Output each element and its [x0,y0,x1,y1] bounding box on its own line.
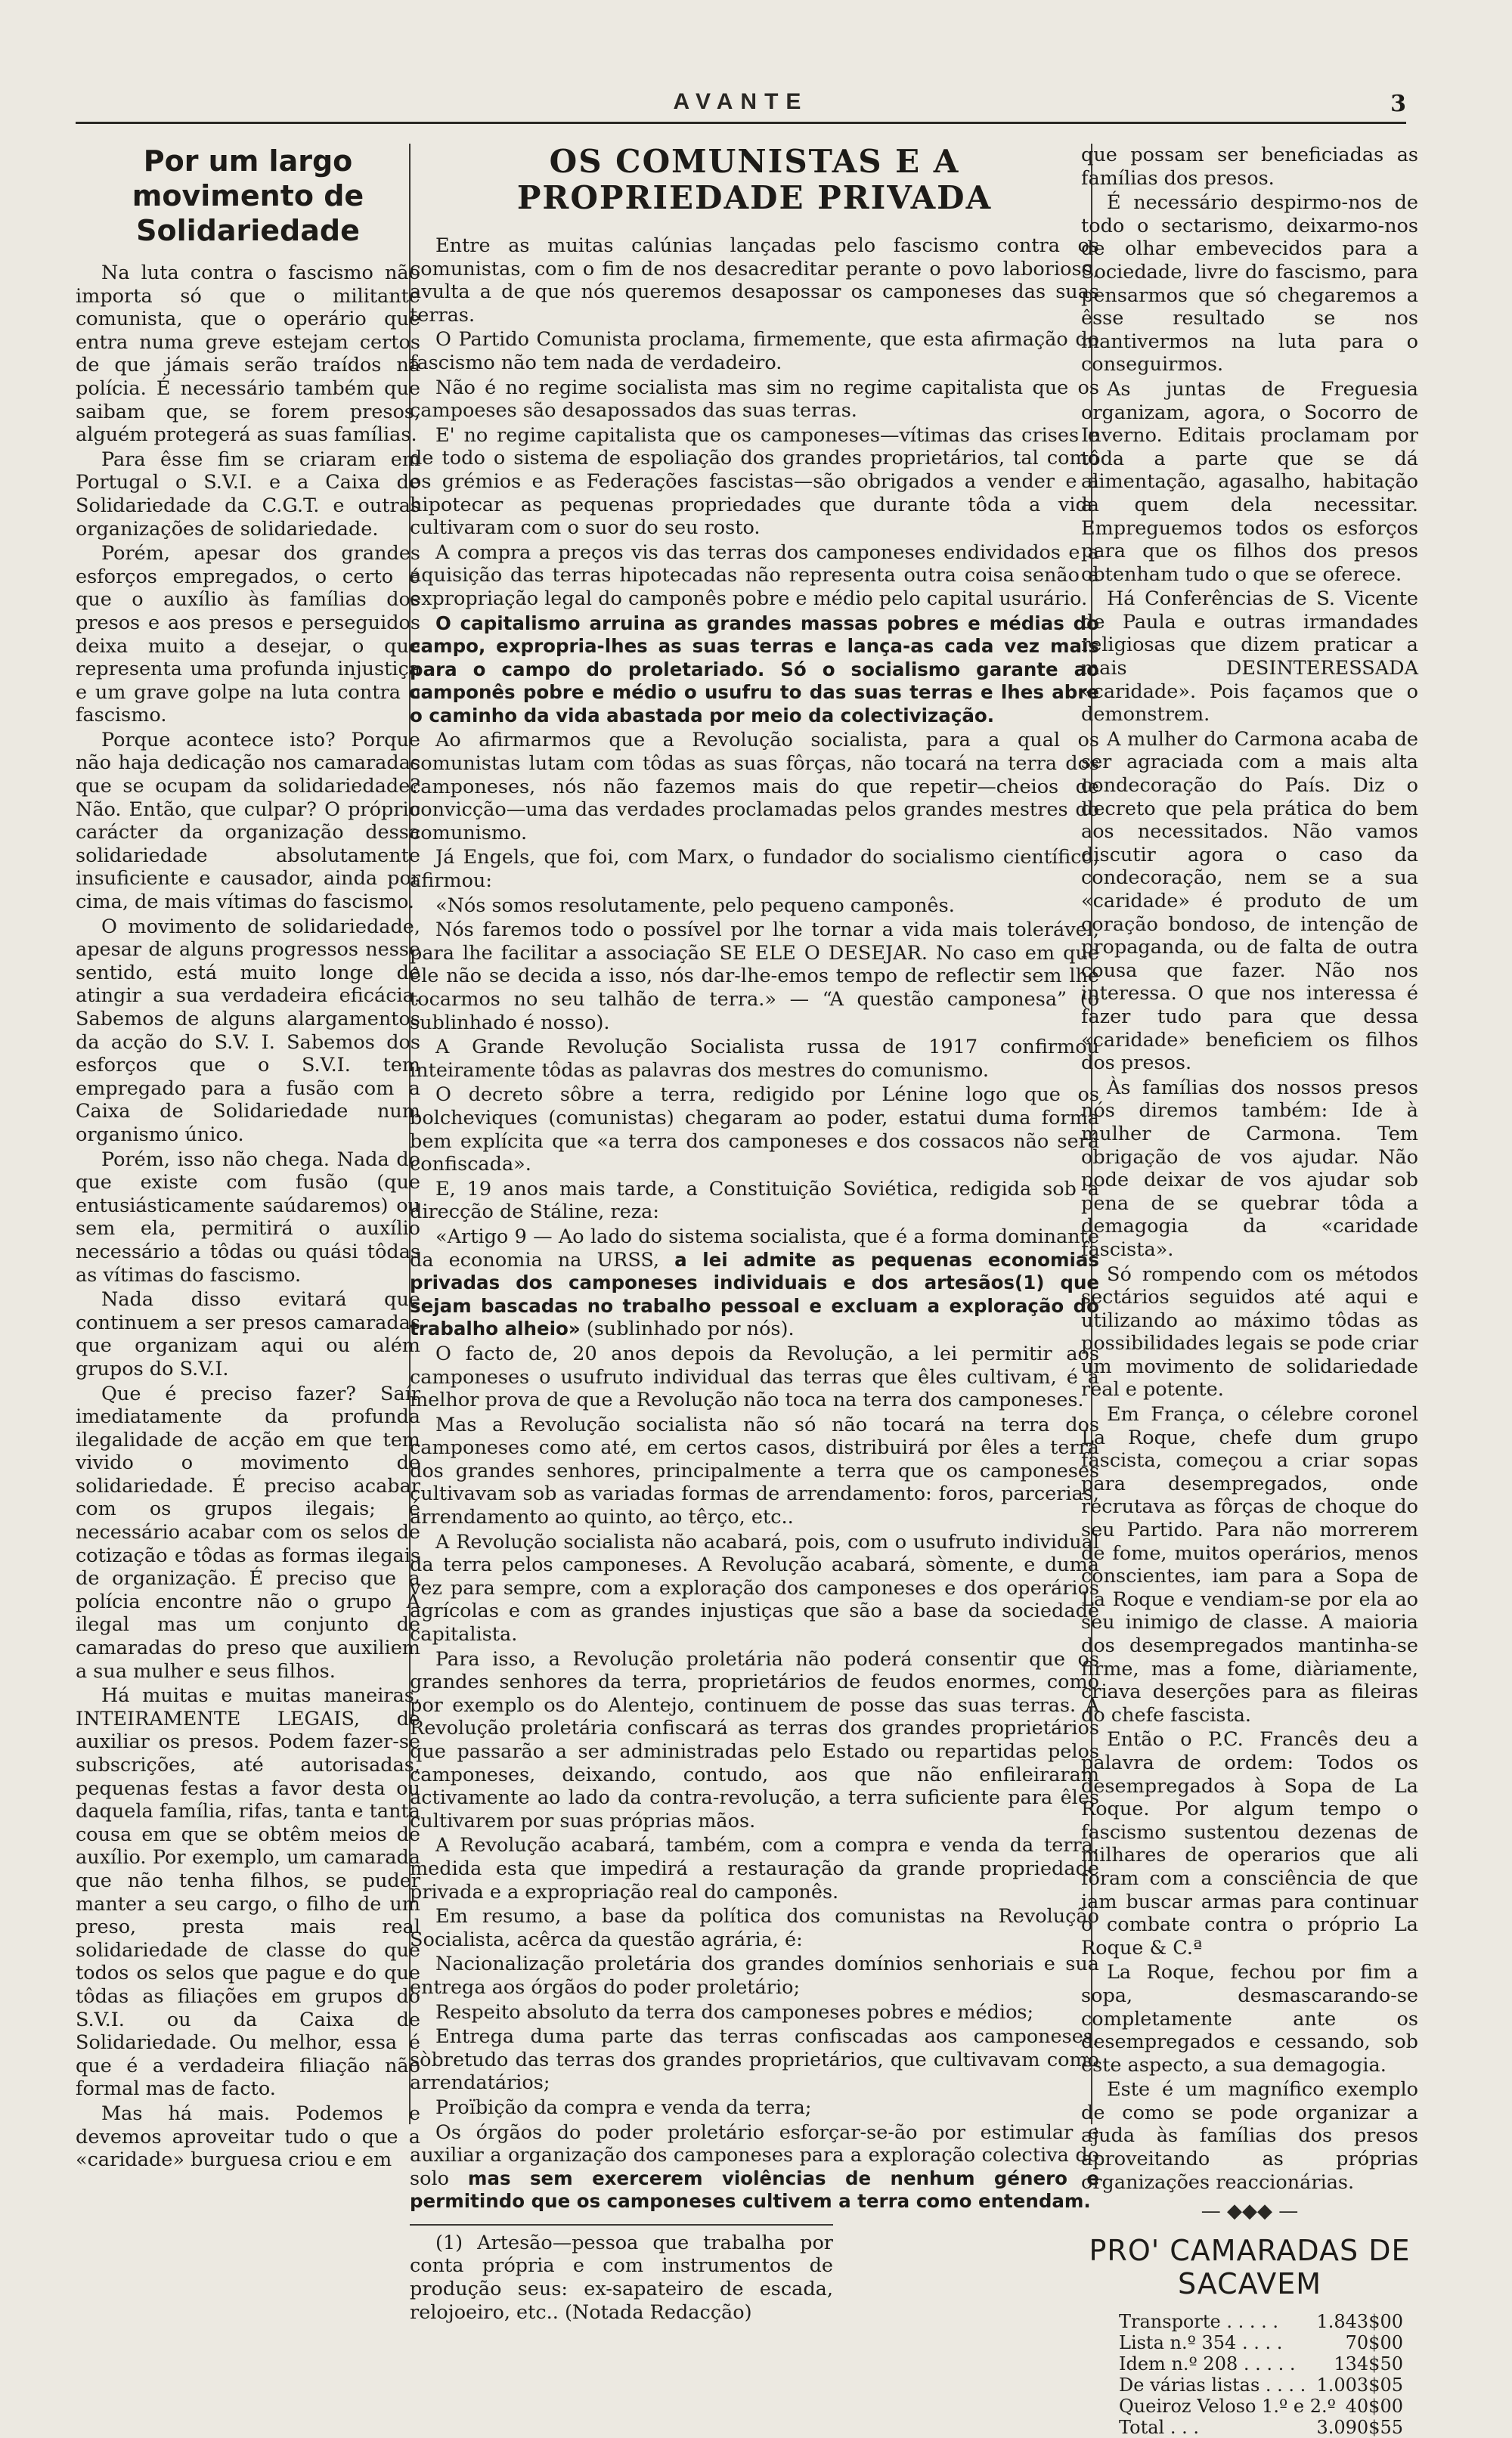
left-headline: Por um largo movimento de Solidariedade [132,144,364,247]
right-column [1081,144,1418,2438]
center-paragraph: «Nós somos resolutamente, pelo pequeno camponês. [435,894,955,917]
list-item [1081,2396,1418,2417]
right-paragraph: Às famílias dos nossos presos nós diremos também: Ide à mulher de Carmona. Tem obrigação de vos ajudar. Não pode deixar de vos ajudar sob pena de se quebrar tôda a demagogia da «caridade fascista». [1081,1076,1418,1261]
list-item-value: 70$00 [1345,2331,1403,2353]
page-number: 3 [1390,91,1406,117]
list-item-label: Queiroz Veloso 1.º e 2.º [1119,2395,1336,2417]
center-headline: OS COMUNISTAS E A PROPRIEDADE PRIVADA [516,143,993,216]
left-paragraph: Porque acontece isto? Porque não haja dedicação nos camaradas que se ocupam da solidariedade? Não. Então, que culpar? O próprio carácter da organização dessa solidariedade absolutamente insuficiente e causador, ainda por cima, de mais vítimas do fascismo. [76,728,420,914]
list-item [1081,2374,1418,2396]
list-item-label: Idem n.º 208 . . . . . [1119,2353,1296,2374]
left-paragraph: Nada disso evitará que continuem a ser presos camaradas que organizam aqui ou além grupos do S.V.I. [76,1288,420,1380]
center-paragraph: A Revolução acabará, também, com a compra e venda da terra, medida esta que impedirá a restauração da grande propriedade privada e a expropriação real do camponês. [410,1834,1099,1904]
center-paragraph: Mas a Revolução socialista não só não tocará na terra dos camponeses como até, em certos casos, distribuirá por êles a terra dos grandes senhores, principalmente a terra que os camponeses cultivavam sob as variadas formas de arrendamento: foros, parcerias, arrendamento ao quinto, ao têrço, etc.. [410,1413,1099,1529]
center-paragraph: Para isso, a Revolução proletária não poderá consentir que os grandes senhores da terra, proprietários de feudos enormes, como por exemplo os do Alentejo, continuem de posse das suas terras. A Revolução proletária confiscará as terras dos grandes proprietários que passarão a ser administradas pelo Estado ou repartidas pelos camponeses, deixando, contudo, aos que não enfileiraram activamente ao lado da contra-revolução, a terra suficiente para êles cultivarem por suas próprias mãos. [410,1647,1099,1832]
right-paragraph: que possam ser beneficiadas as famílias dos presos. [1081,144,1418,190]
right-paragraph: La Roque, fechou por fim a sopa, desmascarando-se completamente ante os desempregados e cessando, sob êste aspecto, a sua demagogia. [1081,1961,1418,2077]
footnote-text: (1) Artesão—pessoa que trabalha por conta própria e com instrumentos de produção seus: ex-sapateiro de escada, relojoeiro, etc.. (Notada Redacção) [410,2231,833,2324]
list-item [1081,2311,1418,2332]
center-paragraph: A compra a preços vis das terras dos camponeses endividados e a aquisição das terras hipotecadas não representa outra coisa senão a expropriação legal do camponês pobre e médio pelo capital usurário. [410,541,1099,610]
center-paragraph: A Revolução socialista não acabará, pois, com o usufruto individual da terra pelos camponeses. A Revolução acabará, sòmente, e duma vez para sempre, com a exploração dos camponeses e dos operários agrícolas e com as grandes injustiças que são a base da sociedade capitalista. [410,1530,1099,1647]
center-column [410,143,1099,2324]
list-total [1081,2417,1418,2438]
right-paragraph: Só rompendo com os métodos sectários seguidos até aqui e utilizando ao máximo tôdas as possibilidades legais se pode criar um movimento de solidariedade real e potente. [1081,1262,1418,1402]
right-paragraph: Há Conferências de S. Vicente de Paula e outras irmandades religiosas que dizem praticar a mais DESINTERESSADA «caridade». Pois façamos que o demonstrem. [1081,587,1418,726]
list-item-label: Transporte . . . . . [1119,2310,1278,2332]
subscription-box-title: PRO' CAMARADAS DE SACAVEM [1089,2233,1411,2300]
ornament-divider: — ◆◆◆ — [1201,2200,1299,2223]
right-paragraph: Este é um magnífico exemplo de como se pode organizar a ajuda às famílias dos presos aproveitando as próprias organizações reaccionárias. [1081,2078,1418,2194]
left-paragraph: Porém, isso não chega. Nada do que existe com fusão (que entusiásticamente saúdaremos) ou sem ela, permitirá o auxílio necessário a tôdas ou quási tôdas as vítimas do fascismo. [76,1148,420,1287]
list-item-label: Total . . . [1119,2416,1199,2438]
center-paragraph: Nós faremos todo o possível por lhe tornar a vida mais tolerável, para lhe facilitar a associação SE ELE O DESEJAR. No caso em que êle não se decida a isso, nós dar-lhe-emos tempo de reflectir sem lhe tocarmos no seu talhão de terra.» — “A questão camponesa” (o sublinhado é nosso). [410,919,1099,1034]
masthead [76,89,1406,127]
left-paragraph: Mas há mais. Podemos e devemos aproveitar tudo o que a «caridade» burguesa criou e em [76,2102,420,2172]
newspaper-title: AVANTE [673,89,809,114]
left-paragraph: Para êsse fim se criaram em Portugal o S.V.I. e a Caixa de Solidariedade da C.G.T. e outras organizações de solidariedade. [76,448,420,541]
list-item [1081,2353,1418,2374]
left-column [76,144,420,2172]
left-paragraph: Na luta contra o fascismo não importa só que o militante comunista, que o operário que entra numa greve estejam certos de que jámais serão traídos na polícia. É necessário também que saibam que, se forem presos, alguém protegerá as suas famílias. [76,262,420,447]
quote-start: «Artigo 9 — Ao lado do sistema socialista, que é a forma dominante da economia na URSS, [410,1225,1099,1272]
left-paragraph: Que é preciso fazer? Saír imediatamente da profunda ilegalidade de acção em que tem vivido o movimento de solidariedade. É preciso acabar com os grupos ilegais; é necessário acabar com os selos de cotização e tôdas as formas ilegais de organização. É preciso que a polícia encontre não o grupo A ilegal mas um conjunto de camaradas do preso que auxiliem a sua mulher e seus filhos. [76,1382,420,1683]
right-paragraph: As juntas de Freguesia organizam, agora, o Socorro de Inverno. Editais proclamam por tôda a parte que se dá alimentação, agasalho, habitação a quem dela necessitar. Empreguemos todos os esforços para que os filhos dos presos obtenham tudo o que se oferece. [1081,377,1418,586]
list-item-label: Lista n.º 354 . . . . [1119,2331,1283,2353]
right-paragraph: Em França, o célebre coronel La Roque, chefe dum grupo fascista, começou a criar sopas para desempregados, onde recrutava as fôrças de choque do seu Partido. Para não morrerem de fome, muitos operários, menos conscientes, iam para a Sopa de La Roque e vendiam-se por ela ao seu inimigo de classe. A maioria dos desempregados mantinha-se firme, mas a fome, diàriamente, criava deserções para as fileiras do chefe fascista. [1081,1403,1418,1727]
subscription-list [1081,2311,1418,2438]
center-paragraph: E' no regime capitalista que os camponeses—vítimas das crises e de todo o sistema de espoliação dos grandes proprietários, tal como os grémios e as Federações fascistas—são obrigados a vender e a hipotecar as pequenas propriedades que durante tôda a vida cultivaram com o suor do seu rosto. [410,423,1099,540]
center-paragraph: Em resumo, a base da política dos comunistas na Revolução Socialista, acêrca da questão agrária, é: [410,1905,1099,1951]
left-paragraph: Porém, apesar dos grandes esforços empregados, o certo é que o auxílio às famílias dos presos e aos presos e perseguidos deixa muito a desejar, o que representa uma profunda injustiça e um grave golpe na luta contra o fascismo. [76,542,420,727]
center-paragraph: Entre as muitas calúnias lançadas pelo fascismo contra os comunistas, com o fim de nos desacreditar perante o povo laborioso, avulta a de que nós queremos desapossar os camponeses das suas terras. [410,234,1099,327]
center-paragraph: Nacionalização proletária dos grandes domínios senhoriais e sua entrega aos órgãos do poder proletário; [410,1953,1099,1999]
list-item [1081,2332,1418,2353]
quote-end: (sublinhado por nós). [586,1318,795,1341]
center-paragraph: A Grande Revolução Socialista russa de 1917 confirmou inteiramente tôdas as palavras dos mestres do comunismo. [410,1036,1099,1082]
center-paragraph: Entrega duma parte das terras confiscadas aos camponeses, sòbretudo das terras dos grandes proprietários, que cultivavam como arrendatários; [410,2025,1099,2095]
masthead-rule [76,122,1406,124]
center-bold-paragraph: O capitalismo arruina as grandes massas pobres e médias do campo, expropria-lhes as suas terras e lança-as cada vez mais para o campo do proletariado. Só o socialismo garante ao camponês pobre e médio o usufru to das suas terras e lhes abre o caminho da vida abastada por meio da colectivização. [410,612,1099,726]
right-paragraph: A mulher do Carmona acaba de ser agraciada com a mais alta condecoração do País. Diz o decreto que pela prática do bem aos necessitados. Não vamos discutir agora o caso da condecoração, nem se a sua «caridade» é produto de um coração bondoso, de intenção de propaganda, ou de falta de outra cousa que fazer. Não nos interessa. O que nos interessa é fazer tudo para que dessa «caridade» beneficiem os filhos dos presos. [1081,727,1418,1075]
center-paragraph: O facto de, 20 anos depois da Revolução, a lei permitir aos camponeses o usufruto individual das terras que êles cultivam, é a melhor prova de que a Revolução não toca na terra dos camponeses. [410,1342,1099,1412]
left-paragraph: Há muitas e muitas maneiras, INTEIRAMENTE LEGAIS, de auxiliar os presos. Podem fazer-se subscrições, até autorisadas, pequenas festas a favor desta ou daquela família, rifas, tanta e tanta cousa em que se obtêm meios de auxílio. Por exemplo, um camarada que não tenha filhos, se puder manter a seu cargo, o filho de um preso, presta mais real solidariedade de classe do que todos os selos que pague e do que tôdas as filiações em grupos do S.V.I. ou da Caixa de Solidariedade. Ou melhor, essa é que é a verdadeira filiação não formal mas de facto. [76,1684,420,2101]
center-paragraph: E, 19 anos mais tarde, a Constituição Soviética, redigida sob a direcção de Stáline, reza: [410,1177,1099,1224]
list-item-value: 134$50 [1334,2353,1403,2374]
center-paragraph: Proïbição da compra e venda da terra; [435,2096,812,2119]
center-paragraph: O Partido Comunista proclama, firmemente, que esta afirmação do fascismo não tem nada de verdadeiro. [410,328,1099,374]
final-start: Os órgãos do poder proletário esforçar-se-ão por estimular e auxiliar a organização dos camponeses para a exploração colectiva do solo [410,2120,1099,2190]
list-item-value: 1.003$05 [1316,2374,1403,2396]
center-paragraph: O decreto sôbre a terra, redigido por Lénine logo que os bolcheviques (comunistas) chegaram ao poder, estatui duma forma bem explícita que «a terra dos camponeses e dos cossacos não será confiscada». [410,1083,1099,1176]
footnote [410,2224,833,2324]
final-bold: mas sem exercerem violências de nenhum género e permitindo que os camponeses cultivem a terra como entendam. [410,2167,1099,2213]
list-item-value: 1.843$00 [1316,2310,1403,2332]
center-paragraph: Não é no regime socialista mas sim no regime capitalista que os campoeses são desapossados das suas terras. [410,376,1099,423]
constitution-quote [410,1225,1099,1341]
list-item-value: 40$00 [1345,2395,1403,2417]
center-paragraph: Respeito absoluto da terra dos camponeses pobres e médios; [435,2000,1034,2024]
right-paragraph: Então o P.C. Francês deu a palavra de ordem: Todos os desempregados à Sopa de La Roque. Por algum tempo o fascismo sustentou dezenas de milhares de operarios que ali foram com a consciência de que iam buscar armas para continuar o combate contra o próprio La Roque & C.ª [1081,1728,1418,1959]
center-final-paragraph [410,2121,1099,2213]
center-paragraph: Ao afirmarmos que a Revolução socialista, para a qual os comunistas lutam com tôdas as suas fôrças, não tocará na terra dos camponeses, nós não fazemos mais do que repetir—cheios de convicção—uma das verdades proclamadas pelos grandes mestres do comunismo. [410,729,1099,844]
left-paragraph: O movimento de solidariedade, apesar de alguns progressos nesse sentido, está muito longe de atingir a sua verdadeira eficácia. Sabemos de alguns alargamentos da acção do S.V. I. Sabemos dos esforços que o S.V.I. tem empregado para a fusão com a Caixa de Solidariedade num organismo único. [76,915,420,1146]
right-paragraph: É necessário despirmo-nos de todo o sectarismo, deixarmo-nos de olhar embevecidos para a Sociedade, livre do fascismo, para pensarmos que só chegaremos a êsse resultado se nos mantivermos na luta para o conseguirmos. [1081,191,1418,376]
list-item-label: De várias listas . . . . [1119,2374,1306,2396]
center-paragraph: Já Engels, que foi, com Marx, o fundador do socialismo científico, afirmou: [410,846,1099,893]
list-item-value: 3.090$55 [1316,2416,1403,2438]
quote-bold: a lei admite as pequenas economias privadas dos camponeses individuais e dos artesãos(1) que sejam bascadas no trabalho pessoal e excluam a exploração do trabalho alheio» [410,1248,1099,1340]
